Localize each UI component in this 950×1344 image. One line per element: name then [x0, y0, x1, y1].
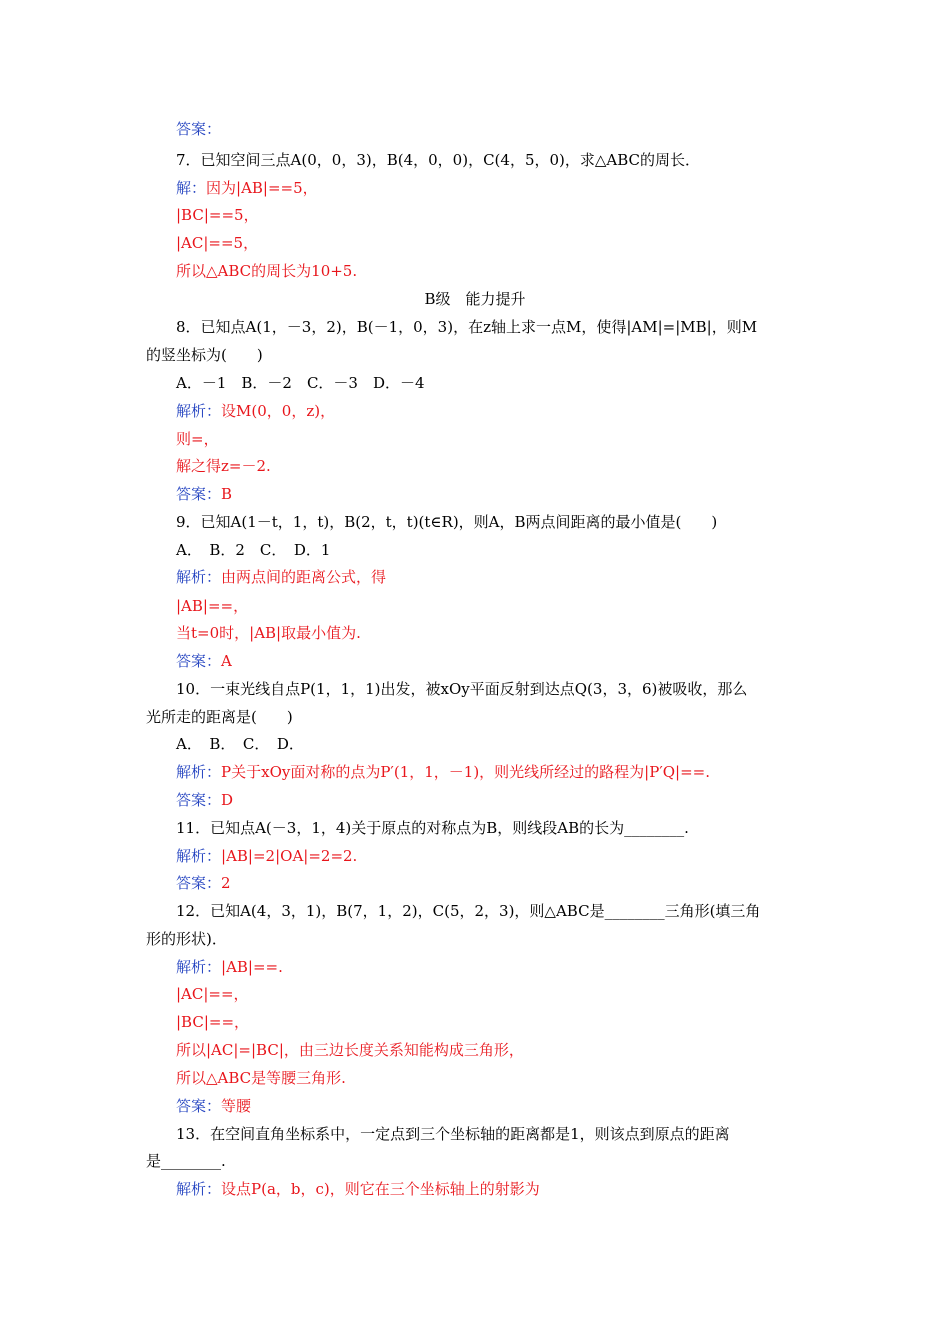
analysis-q12-line2: |AC|==， — [176, 985, 249, 1003]
question-12-line2: 形的形状)． — [146, 930, 227, 948]
analysis-q8-line3: 解之得z=－2. — [176, 457, 271, 475]
section-heading-b-level: B级 能力提升 — [424, 290, 526, 308]
analysis-q12-line5: 所以△ABC是等腰三角形. — [176, 1069, 346, 1087]
question-7: 7．已知空间三点A(0，0，3)，B(4，0，0)，C(4，5，0)，求△ABC的周长． — [176, 151, 701, 169]
question-12-line1: 12．已知A(4，3，1)，B(7，1，2)，C(5，2，3)，则△ABC是________三角形(填三角 — [176, 902, 761, 920]
analysis-q8-line1 — [176, 401, 335, 421]
question-8-line2: 的竖坐标为( ) — [146, 346, 263, 364]
analysis-text: |AB|==. — [221, 958, 283, 976]
question-10-line2: 光所走的距离是( ) — [146, 708, 293, 726]
answer-value: 等腰 — [221, 1097, 252, 1115]
solution-q7-line2: |BC|==5， — [176, 206, 259, 224]
analysis-label: 解析： — [176, 402, 222, 420]
question-8-line1: 8．已知点A(1，－3，2)，B(－1，0，3)，在z轴上求一点M，使得|AM|=|MB|，则M — [176, 318, 758, 336]
analysis-label: 解析： — [176, 763, 222, 781]
options-q8: A．－1 B．－2 C．－3 D．－4 — [176, 374, 425, 392]
answer-label-q6: 答案： — [176, 120, 222, 138]
question-9: 9．已知A(1－t，1，t)，B(2，t，t)(t∈R)，则A，B两点间距离的最小值是( ) — [176, 513, 718, 531]
solution-q7-line3: |AC|==5， — [176, 234, 259, 252]
answer-value: B — [221, 485, 233, 503]
analysis-q9-line3: 当t=0时，|AB|取最小值为. — [176, 624, 361, 642]
analysis-q13-line1 — [176, 1179, 540, 1199]
answer-label: 答案： — [176, 874, 222, 892]
analysis-q10 — [176, 762, 710, 782]
analysis-text: P关于xOy面对称的点为P′(1，1，－1)，则光线所经过的路程为|P′Q|==. — [221, 763, 710, 781]
answer-value: 2 — [221, 874, 231, 892]
question-13-line1: 13．在空间直角坐标系中，一定点到三个坐标轴的距离都是1，则该点到原点的距离 — [176, 1125, 730, 1143]
answer-label: 答案： — [176, 1097, 222, 1115]
analysis-text: 设点P(a，b，c)，则它在三个坐标轴上的射影为 — [221, 1180, 540, 1198]
answer-q12 — [176, 1096, 251, 1116]
analysis-q11 — [176, 846, 357, 866]
analysis-q12-line4: 所以|AC|=|BC|，由三边长度关系知能构成三角形， — [176, 1041, 524, 1059]
analysis-q9-line1 — [176, 567, 386, 587]
solution-q7-line1 — [176, 178, 318, 198]
analysis-label: 解析： — [176, 1180, 222, 1198]
analysis-label: 解析： — [176, 568, 222, 586]
question-11: 11．已知点A(－3，1，4)关于原点的对称点为B，则线段AB的长为________. — [176, 819, 689, 837]
analysis-q12-line3: |BC|==， — [176, 1013, 250, 1031]
answer-q11 — [176, 873, 231, 893]
options-q9: A． B．2 C． D．1 — [176, 541, 331, 559]
question-10-line1: 10．一束光线自点P(1，1，1)出发，被xOy平面反射到达点Q(3，3，6)被吸收，那么 — [176, 680, 748, 698]
analysis-text: 设M(0，0，z)， — [221, 402, 336, 420]
analysis-q8-line2: 则=， — [176, 430, 219, 448]
solution-text: 因为|AB|==5， — [206, 179, 318, 197]
analysis-label: 解析： — [176, 847, 222, 865]
solution-label: 解： — [176, 179, 207, 197]
answer-value: A — [221, 652, 232, 670]
answer-value: D — [221, 791, 234, 809]
solution-q7-line4: 所以△ABC的周长为10+5. — [176, 262, 358, 280]
analysis-text: |AB|=2|OA|=2=2. — [221, 847, 358, 865]
answer-q10 — [176, 790, 233, 810]
question-13-line2: 是________. — [146, 1152, 226, 1170]
answer-label: 答案： — [176, 485, 222, 503]
answer-q9 — [176, 651, 232, 671]
answer-label: 答案： — [176, 652, 222, 670]
analysis-q9-line2: |AB|==， — [176, 597, 249, 615]
analysis-label: 解析： — [176, 958, 222, 976]
answer-label: 答案： — [176, 791, 222, 809]
options-q10: A． B． C． D． — [176, 735, 304, 753]
answer-q8 — [176, 484, 232, 504]
analysis-text: 由两点间的距离公式，得 — [221, 568, 387, 586]
analysis-q12-line1 — [176, 957, 283, 977]
